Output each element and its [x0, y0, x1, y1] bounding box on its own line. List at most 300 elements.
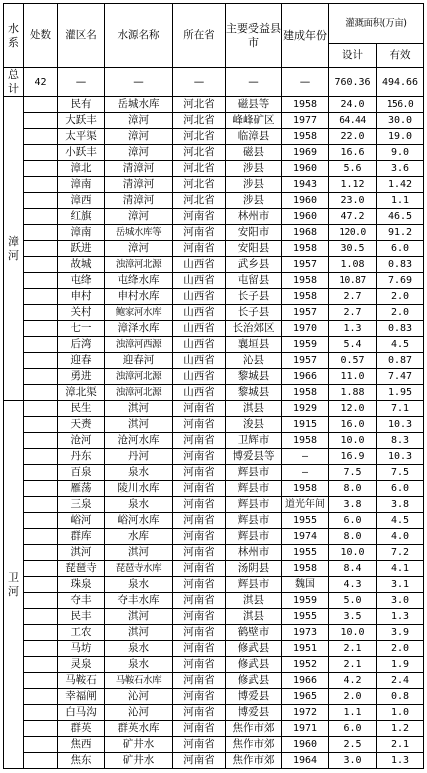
- year-cell: 1966: [282, 369, 329, 385]
- design-cell: 5.4: [329, 337, 377, 353]
- count-cell: [24, 353, 58, 369]
- source-cell: 漳河: [105, 113, 173, 129]
- province-cell: 河南省: [173, 593, 226, 609]
- table-row: [4, 209, 424, 225]
- table-row: [4, 737, 424, 753]
- year-cell: 1957: [282, 305, 329, 321]
- district-cell: 百泉: [58, 465, 105, 481]
- district-cell: 夺丰: [58, 593, 105, 609]
- district-cell: 三泉: [58, 497, 105, 513]
- table-row: [4, 513, 424, 529]
- header-province: 所在省: [173, 4, 226, 68]
- source-cell: 泉水: [105, 465, 173, 481]
- count-cell: [24, 241, 58, 257]
- design-cell: 2.5: [329, 737, 377, 753]
- effective-cell: 1.42: [377, 177, 424, 193]
- effective-cell: 7.1: [377, 401, 424, 417]
- table-row: [4, 465, 424, 481]
- table-row: [4, 129, 424, 145]
- design-cell: 2.0: [329, 689, 377, 705]
- province-cell: 河南省: [173, 737, 226, 753]
- county-cell: 长子县: [226, 289, 282, 305]
- district-cell: 漳西: [58, 193, 105, 209]
- count-cell: [24, 257, 58, 273]
- design-cell: 16.6: [329, 145, 377, 161]
- province-cell: 山西省: [173, 369, 226, 385]
- province-cell: 河北省: [173, 177, 226, 193]
- count-cell: [24, 545, 58, 561]
- district-cell: 漳北渠: [58, 385, 105, 401]
- total-label: 总计: [4, 68, 24, 97]
- district-cell: 太平渠: [58, 129, 105, 145]
- table-row: [4, 689, 424, 705]
- design-cell: 3.8: [329, 497, 377, 513]
- year-cell: 1958: [282, 561, 329, 577]
- effective-cell: 8.3: [377, 433, 424, 449]
- province-cell: 河南省: [173, 657, 226, 673]
- district-cell: 后湾: [58, 337, 105, 353]
- district-cell: 焦西: [58, 737, 105, 753]
- source-cell: 屯绛水库: [105, 273, 173, 289]
- table-row: [4, 433, 424, 449]
- design-cell: 1.88: [329, 385, 377, 401]
- effective-cell: 7.5: [377, 465, 424, 481]
- count-cell: [24, 465, 58, 481]
- county-cell: 修武县: [226, 641, 282, 657]
- count-cell: [24, 177, 58, 193]
- district-cell: 漳北: [58, 161, 105, 177]
- header-count: 处数: [24, 4, 58, 68]
- water-system-cell: 卫河: [4, 401, 24, 769]
- table-row: [4, 273, 424, 289]
- county-cell: 辉县市: [226, 481, 282, 497]
- count-cell: [24, 417, 58, 433]
- design-cell: 1.08: [329, 257, 377, 273]
- province-cell: 山西省: [173, 305, 226, 321]
- effective-cell: 1.1: [377, 193, 424, 209]
- county-cell: 淇县: [226, 593, 282, 609]
- province-cell: 河北省: [173, 129, 226, 145]
- effective-cell: 4.5: [377, 513, 424, 529]
- table-row: [4, 673, 424, 689]
- total-design: 760.36: [329, 68, 377, 97]
- design-cell: 120.0: [329, 225, 377, 241]
- effective-cell: 3.0: [377, 593, 424, 609]
- count-cell: [24, 561, 58, 577]
- header-design: 设计: [329, 44, 377, 68]
- effective-cell: 3.9: [377, 625, 424, 641]
- effective-cell: 2.4: [377, 673, 424, 689]
- count-cell: [24, 305, 58, 321]
- count-cell: [24, 193, 58, 209]
- table-row: [4, 545, 424, 561]
- district-cell: 焦东: [58, 753, 105, 769]
- district-cell: 工农: [58, 625, 105, 641]
- year-cell: 1960: [282, 209, 329, 225]
- source-cell: 淇河: [105, 401, 173, 417]
- count-cell: [24, 161, 58, 177]
- year-cell: 1958: [282, 433, 329, 449]
- count-cell: [24, 513, 58, 529]
- effective-cell: 0.83: [377, 257, 424, 273]
- district-cell: 申村: [58, 289, 105, 305]
- year-cell: —: [282, 465, 329, 481]
- table-row: [4, 241, 424, 257]
- county-cell: 安阳县: [226, 241, 282, 257]
- effective-cell: 3.1: [377, 577, 424, 593]
- source-cell: 沧河水库: [105, 433, 173, 449]
- design-cell: 6.0: [329, 513, 377, 529]
- header-district: 灌区名: [58, 4, 105, 68]
- design-cell: 24.0: [329, 97, 377, 113]
- source-cell: 漳河: [105, 241, 173, 257]
- design-cell: 1.1: [329, 705, 377, 721]
- source-cell: 漳河: [105, 129, 173, 145]
- effective-cell: 4.0: [377, 529, 424, 545]
- table-row: [4, 337, 424, 353]
- county-cell: 长治郊区: [226, 321, 282, 337]
- table-row: [4, 609, 424, 625]
- province-cell: 河南省: [173, 497, 226, 513]
- design-cell: 2.1: [329, 641, 377, 657]
- source-cell: 泉水: [105, 497, 173, 513]
- design-cell: 2.7: [329, 305, 377, 321]
- province-cell: 河南省: [173, 401, 226, 417]
- design-cell: 10.0: [329, 625, 377, 641]
- year-cell: 1959: [282, 593, 329, 609]
- design-cell: 1.12: [329, 177, 377, 193]
- district-cell: 雁荡: [58, 481, 105, 497]
- province-cell: 山西省: [173, 337, 226, 353]
- effective-cell: 19.0: [377, 129, 424, 145]
- district-cell: 马坊: [58, 641, 105, 657]
- county-cell: 涉县: [226, 161, 282, 177]
- province-cell: 河南省: [173, 513, 226, 529]
- district-cell: 民丰: [58, 609, 105, 625]
- effective-cell: 1.3: [377, 609, 424, 625]
- province-cell: 河南省: [173, 753, 226, 769]
- county-cell: 淇县: [226, 401, 282, 417]
- header-year: 建成年份: [282, 4, 329, 68]
- source-cell: 浊漳河北源: [105, 385, 173, 401]
- table-row: [4, 593, 424, 609]
- source-cell: 浊漳河北源: [105, 257, 173, 273]
- province-cell: 河南省: [173, 449, 226, 465]
- source-cell: 浊漳河北源: [105, 369, 173, 385]
- county-cell: 峰峰矿区: [226, 113, 282, 129]
- source-cell: 泉水: [105, 577, 173, 593]
- design-cell: 2.1: [329, 657, 377, 673]
- district-cell: 小跃丰: [58, 145, 105, 161]
- district-cell: 灵泉: [58, 657, 105, 673]
- district-cell: 七一: [58, 321, 105, 337]
- county-cell: 辉县市: [226, 529, 282, 545]
- county-cell: 修武县: [226, 657, 282, 673]
- total-effective: 494.66: [377, 68, 424, 97]
- design-cell: 12.0: [329, 401, 377, 417]
- design-cell: 5.0: [329, 593, 377, 609]
- count-cell: [24, 641, 58, 657]
- district-cell: 琵琶寺: [58, 561, 105, 577]
- county-cell: 博爱县: [226, 705, 282, 721]
- total-district: —: [58, 68, 105, 97]
- year-cell: 1957: [282, 257, 329, 273]
- effective-cell: 1.2: [377, 721, 424, 737]
- district-cell: 峪河: [58, 513, 105, 529]
- year-cell: 1958: [282, 129, 329, 145]
- province-cell: 河南省: [173, 241, 226, 257]
- count-cell: [24, 97, 58, 113]
- year-cell: 1958: [282, 273, 329, 289]
- source-cell: 沁河: [105, 705, 173, 721]
- effective-cell: 3.6: [377, 161, 424, 177]
- year-cell: 1970: [282, 321, 329, 337]
- count-cell: [24, 401, 58, 417]
- table-row: [4, 321, 424, 337]
- year-cell: 1960: [282, 193, 329, 209]
- year-cell: 1968: [282, 225, 329, 241]
- year-cell: 1974: [282, 529, 329, 545]
- design-cell: 10.87: [329, 273, 377, 289]
- count-cell: [24, 609, 58, 625]
- table-row: [4, 257, 424, 273]
- county-cell: 涉县: [226, 193, 282, 209]
- design-cell: 8.4: [329, 561, 377, 577]
- county-cell: 焦作市郊: [226, 737, 282, 753]
- table-row: [4, 561, 424, 577]
- count-cell: [24, 481, 58, 497]
- water-system-cell: 漳河: [4, 97, 24, 401]
- table-row: [4, 289, 424, 305]
- total-row: [4, 68, 424, 97]
- source-cell: 漳泽水库: [105, 321, 173, 337]
- effective-cell: 6.0: [377, 241, 424, 257]
- effective-cell: 2.0: [377, 305, 424, 321]
- county-cell: 修武县: [226, 673, 282, 689]
- table-row: [4, 497, 424, 513]
- header-system: 水系: [4, 4, 24, 68]
- district-cell: 群库: [58, 529, 105, 545]
- table-row: [4, 353, 424, 369]
- design-cell: 5.6: [329, 161, 377, 177]
- source-cell: 迎春河: [105, 353, 173, 369]
- effective-cell: 4.5: [377, 337, 424, 353]
- table-row: [4, 721, 424, 737]
- province-cell: 山西省: [173, 289, 226, 305]
- total-county: —: [226, 68, 282, 97]
- count-cell: [24, 593, 58, 609]
- source-cell: 矿井水: [105, 737, 173, 753]
- year-cell: 魏国: [282, 577, 329, 593]
- district-cell: 屯绛: [58, 273, 105, 289]
- county-cell: 博爱县: [226, 689, 282, 705]
- district-cell: 淇河: [58, 545, 105, 561]
- source-cell: 丹河: [105, 449, 173, 465]
- county-cell: 安阳市: [226, 225, 282, 241]
- source-cell: 泉水: [105, 657, 173, 673]
- count-cell: [24, 145, 58, 161]
- header-source: 水源名称: [105, 4, 173, 68]
- province-cell: 河南省: [173, 433, 226, 449]
- county-cell: 辉县市: [226, 465, 282, 481]
- design-cell: 64.44: [329, 113, 377, 129]
- year-cell: 1958: [282, 385, 329, 401]
- source-cell: 申村水库: [105, 289, 173, 305]
- county-cell: 磁县: [226, 145, 282, 161]
- district-cell: 跃进: [58, 241, 105, 257]
- source-cell: 岳城水库: [105, 97, 173, 113]
- year-cell: 1977: [282, 113, 329, 129]
- count-cell: [24, 689, 58, 705]
- source-cell: 马鞍石水库: [105, 673, 173, 689]
- county-cell: 武乡县: [226, 257, 282, 273]
- source-cell: 清漳河: [105, 161, 173, 177]
- county-cell: 淇县: [226, 609, 282, 625]
- district-cell: 关村: [58, 305, 105, 321]
- province-cell: 河南省: [173, 545, 226, 561]
- district-cell: 天赉: [58, 417, 105, 433]
- header-county: 主要受益县市: [226, 4, 282, 68]
- count-cell: [24, 721, 58, 737]
- count-cell: [24, 385, 58, 401]
- source-cell: 淇河: [105, 609, 173, 625]
- year-cell: 1958: [282, 481, 329, 497]
- district-cell: 大跃丰: [58, 113, 105, 129]
- count-cell: [24, 577, 58, 593]
- province-cell: 河南省: [173, 673, 226, 689]
- design-cell: 30.5: [329, 241, 377, 257]
- design-cell: 8.0: [329, 481, 377, 497]
- district-cell: 幸福闸: [58, 689, 105, 705]
- total-count: 42: [24, 68, 58, 97]
- county-cell: 黎城县: [226, 369, 282, 385]
- design-cell: 22.0: [329, 129, 377, 145]
- table-row: [4, 145, 424, 161]
- district-cell: 沧河: [58, 433, 105, 449]
- province-cell: 河北省: [173, 145, 226, 161]
- province-cell: 河南省: [173, 689, 226, 705]
- county-cell: 鹤壁市: [226, 625, 282, 641]
- table-row: [4, 577, 424, 593]
- year-cell: 1960: [282, 737, 329, 753]
- table-row: [4, 529, 424, 545]
- source-cell: 水库: [105, 529, 173, 545]
- county-cell: 林州市: [226, 209, 282, 225]
- table-row: [4, 657, 424, 673]
- count-cell: [24, 753, 58, 769]
- county-cell: 襄垣县: [226, 337, 282, 353]
- effective-cell: 0.87: [377, 353, 424, 369]
- effective-cell: 7.2: [377, 545, 424, 561]
- effective-cell: 156.0: [377, 97, 424, 113]
- table-row: [4, 481, 424, 497]
- year-cell: 1972: [282, 705, 329, 721]
- province-cell: 山西省: [173, 273, 226, 289]
- effective-cell: 91.2: [377, 225, 424, 241]
- design-cell: 4.3: [329, 577, 377, 593]
- province-cell: 河南省: [173, 625, 226, 641]
- district-cell: 漳南: [58, 225, 105, 241]
- effective-cell: 3.8: [377, 497, 424, 513]
- county-cell: 汤阴县: [226, 561, 282, 577]
- district-cell: 故城: [58, 257, 105, 273]
- effective-cell: 4.1: [377, 561, 424, 577]
- design-cell: 3.5: [329, 609, 377, 625]
- table-row: [4, 417, 424, 433]
- table-row: [4, 641, 424, 657]
- source-cell: 漳河: [105, 145, 173, 161]
- effective-cell: 6.0: [377, 481, 424, 497]
- table-row: [4, 625, 424, 641]
- design-cell: 0.57: [329, 353, 377, 369]
- table-row: [4, 305, 424, 321]
- source-cell: 峪河水库: [105, 513, 173, 529]
- province-cell: 河南省: [173, 481, 226, 497]
- table-row: [4, 753, 424, 769]
- province-cell: 山西省: [173, 257, 226, 273]
- year-cell: 道光年间: [282, 497, 329, 513]
- count-cell: [24, 369, 58, 385]
- year-cell: 1959: [282, 337, 329, 353]
- design-cell: 3.0: [329, 753, 377, 769]
- province-cell: 河南省: [173, 705, 226, 721]
- province-cell: 河北省: [173, 161, 226, 177]
- source-cell: 陵川水库: [105, 481, 173, 497]
- year-cell: 1965: [282, 689, 329, 705]
- district-cell: 红旗: [58, 209, 105, 225]
- count-cell: [24, 657, 58, 673]
- effective-cell: 7.47: [377, 369, 424, 385]
- source-cell: 淇河: [105, 625, 173, 641]
- year-cell: 1958: [282, 97, 329, 113]
- effective-cell: 0.8: [377, 689, 424, 705]
- design-cell: 4.2: [329, 673, 377, 689]
- count-cell: [24, 289, 58, 305]
- district-cell: 勇进: [58, 369, 105, 385]
- effective-cell: 1.95: [377, 385, 424, 401]
- source-cell: 清漳河: [105, 177, 173, 193]
- count-cell: [24, 433, 58, 449]
- count-cell: [24, 673, 58, 689]
- design-cell: 7.5: [329, 465, 377, 481]
- district-cell: 群英: [58, 721, 105, 737]
- source-cell: 夺丰水库: [105, 593, 173, 609]
- county-cell: 浚县: [226, 417, 282, 433]
- table-row: [4, 369, 424, 385]
- county-cell: 焦作市郊: [226, 721, 282, 737]
- year-cell: 1958: [282, 289, 329, 305]
- design-cell: 6.0: [329, 721, 377, 737]
- design-cell: 10.0: [329, 545, 377, 561]
- count-cell: [24, 529, 58, 545]
- county-cell: 沁县: [226, 353, 282, 369]
- count-cell: [24, 113, 58, 129]
- county-cell: 磁县等: [226, 97, 282, 113]
- effective-cell: 1.9: [377, 657, 424, 673]
- effective-cell: 9.0: [377, 145, 424, 161]
- effective-cell: 2.0: [377, 641, 424, 657]
- table-row: [4, 385, 424, 401]
- province-cell: 河南省: [173, 529, 226, 545]
- district-cell: 迎春: [58, 353, 105, 369]
- design-cell: 16.0: [329, 417, 377, 433]
- source-cell: 漳河: [105, 209, 173, 225]
- year-cell: 1929: [282, 401, 329, 417]
- source-cell: 淇河: [105, 417, 173, 433]
- table-row: [4, 177, 424, 193]
- province-cell: 山西省: [173, 353, 226, 369]
- province-cell: 河北省: [173, 97, 226, 113]
